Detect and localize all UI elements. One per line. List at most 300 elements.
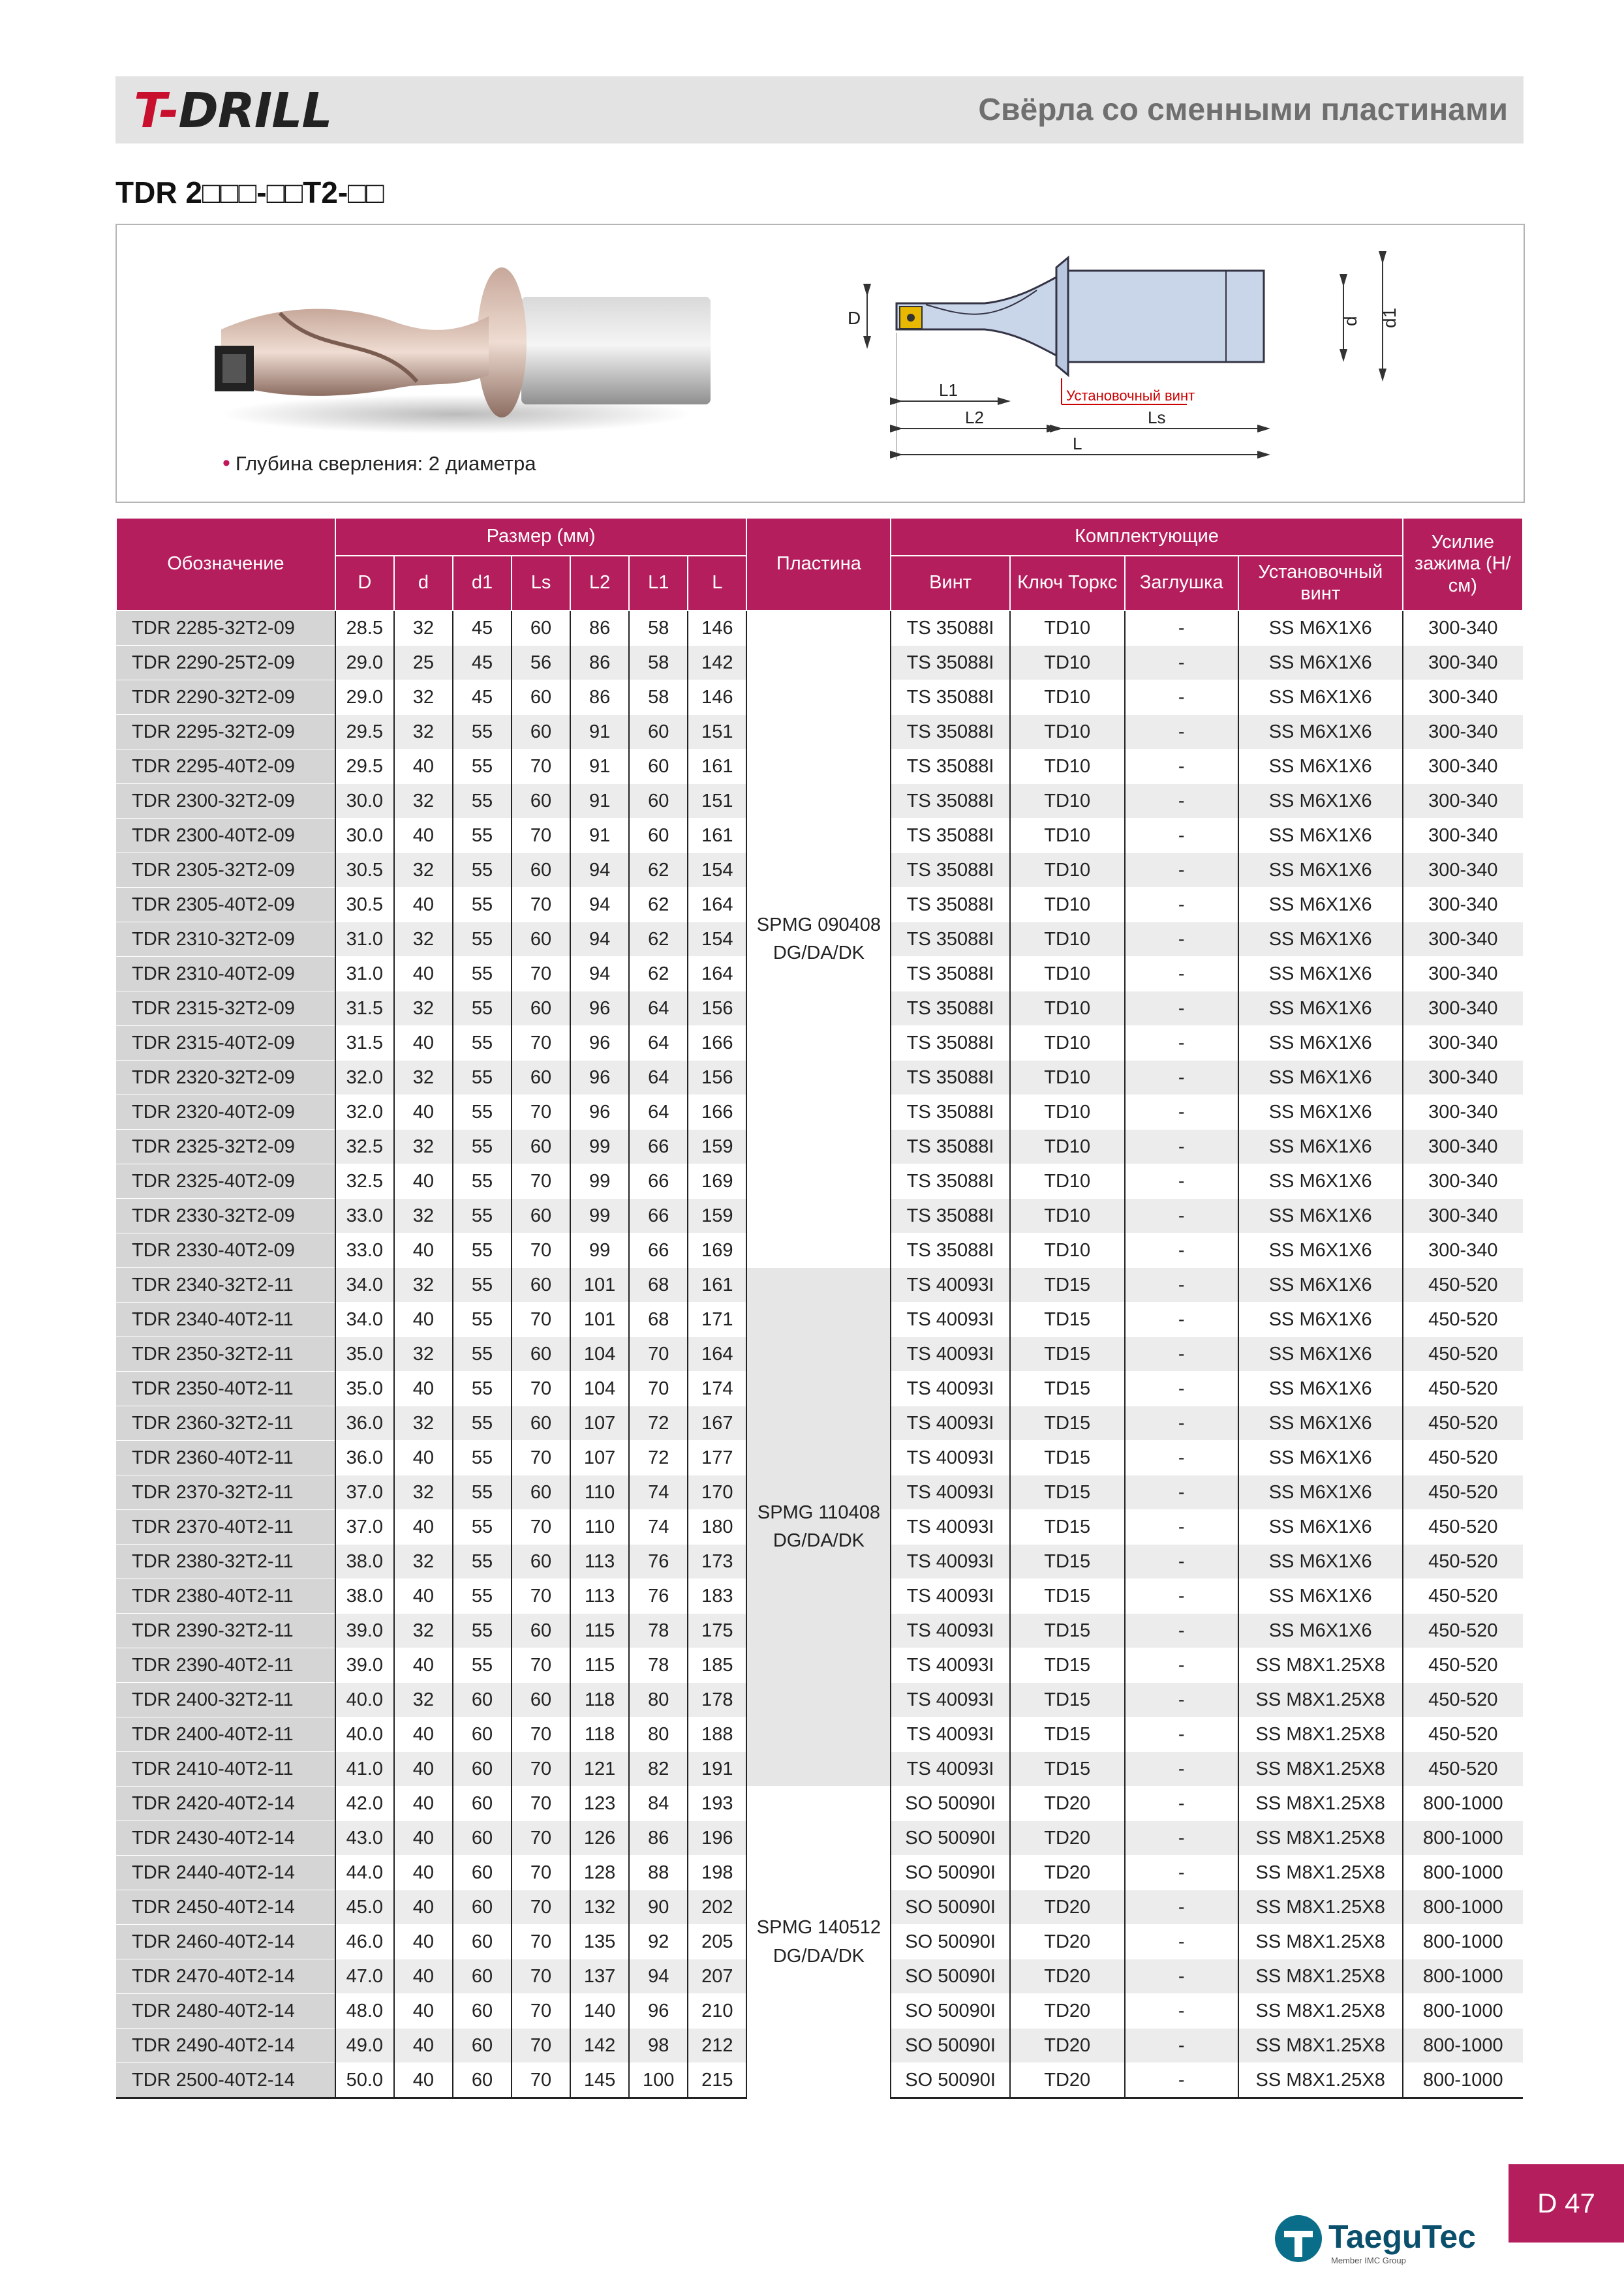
designation-cell: TDR 2305-40T2-09 bbox=[116, 888, 335, 922]
table-cell: 32 bbox=[394, 1683, 453, 1717]
table-cell: 118 bbox=[570, 1683, 629, 1717]
table-cell: 32 bbox=[394, 1614, 453, 1648]
technical-drawing bbox=[821, 251, 1487, 473]
table-cell: TD10 bbox=[1010, 784, 1125, 819]
table-cell: 450-520 bbox=[1403, 1268, 1523, 1303]
table-cell: 99 bbox=[570, 1164, 629, 1199]
table-cell: - bbox=[1125, 888, 1238, 922]
table-cell: - bbox=[1125, 1856, 1238, 1890]
table-cell: TS 40093I bbox=[891, 1303, 1009, 1337]
spec-table bbox=[115, 517, 1524, 2099]
table-cell: 156 bbox=[688, 991, 746, 1026]
table-cell: 40 bbox=[394, 1648, 453, 1683]
table-cell: TD20 bbox=[1010, 2063, 1125, 2098]
footer-brand: TaeguTec bbox=[1328, 2218, 1476, 2255]
table-cell: - bbox=[1125, 1199, 1238, 1233]
table-cell: - bbox=[1125, 1130, 1238, 1164]
table-cell: TD10 bbox=[1010, 715, 1125, 749]
table-cell: 300-340 bbox=[1403, 1199, 1523, 1233]
table-row bbox=[116, 1787, 1523, 1821]
table-cell: - bbox=[1125, 2063, 1238, 2098]
table-cell: 110 bbox=[570, 1510, 629, 1545]
table-cell: SS M6X1X6 bbox=[1238, 1164, 1403, 1199]
table-cell: 66 bbox=[629, 1233, 688, 1268]
table-cell: 94 bbox=[570, 922, 629, 957]
table-cell: 32 bbox=[394, 1545, 453, 1579]
table-cell: TD20 bbox=[1010, 1925, 1125, 1959]
table-cell: 32.0 bbox=[335, 1095, 394, 1130]
table-cell: 80 bbox=[629, 1683, 688, 1717]
designation-cell: TDR 2360-40T2-11 bbox=[116, 1441, 335, 1475]
table-cell: 140 bbox=[570, 1994, 629, 2029]
table-cell: 64 bbox=[629, 991, 688, 1026]
table-cell: 60 bbox=[453, 1717, 512, 1752]
table-cell: - bbox=[1125, 1164, 1238, 1199]
table-cell: 40 bbox=[394, 1095, 453, 1130]
model-title: TDR 2□□□-□□T2-□□ bbox=[115, 175, 384, 209]
table-cell: SS M6X1X6 bbox=[1238, 680, 1403, 715]
table-cell: 169 bbox=[688, 1233, 746, 1268]
table-cell: 300-340 bbox=[1403, 1026, 1523, 1061]
table-cell: 60 bbox=[512, 715, 570, 749]
table-cell: 450-520 bbox=[1403, 1752, 1523, 1787]
col-L1: L1 bbox=[629, 556, 688, 611]
table-cell: TD15 bbox=[1010, 1614, 1125, 1648]
table-cell: SS M6X1X6 bbox=[1238, 715, 1403, 749]
table-cell: 113 bbox=[570, 1545, 629, 1579]
table-cell: 45 bbox=[453, 680, 512, 715]
table-cell: - bbox=[1125, 1614, 1238, 1648]
table-cell: - bbox=[1125, 1579, 1238, 1614]
table-cell: 39.0 bbox=[335, 1614, 394, 1648]
table-cell: 40.0 bbox=[335, 1683, 394, 1717]
table-cell: SS M6X1X6 bbox=[1238, 819, 1403, 853]
table-cell: - bbox=[1125, 1994, 1238, 2029]
table-cell: - bbox=[1125, 1959, 1238, 1994]
table-cell: 60 bbox=[453, 1994, 512, 2029]
table-cell: 58 bbox=[629, 680, 688, 715]
table-cell: 300-340 bbox=[1403, 991, 1523, 1026]
table-cell: TS 35088I bbox=[891, 957, 1009, 991]
table-cell: 72 bbox=[629, 1406, 688, 1441]
col-torx: Ключ Торкс bbox=[1010, 556, 1125, 611]
table-cell: 46.0 bbox=[335, 1925, 394, 1959]
table-cell: TS 35088I bbox=[891, 853, 1009, 888]
table-cell: 202 bbox=[688, 1890, 746, 1925]
table-cell: SS M8X1.25X8 bbox=[1238, 1787, 1403, 1821]
col-set-screw: Установочный винт bbox=[1238, 556, 1403, 611]
table-cell: 31.0 bbox=[335, 922, 394, 957]
table-cell: 60 bbox=[453, 1890, 512, 1925]
table-cell: 173 bbox=[688, 1545, 746, 1579]
table-cell: 55 bbox=[453, 1614, 512, 1648]
table-cell: 68 bbox=[629, 1303, 688, 1337]
table-cell: 30.5 bbox=[335, 888, 394, 922]
designation-cell: TDR 2285-32T2-09 bbox=[116, 611, 335, 646]
table-cell: 60 bbox=[512, 991, 570, 1026]
table-cell: 25 bbox=[394, 646, 453, 680]
table-cell: 64 bbox=[629, 1061, 688, 1095]
designation-cell: TDR 2300-32T2-09 bbox=[116, 784, 335, 819]
table-cell: 60 bbox=[512, 1130, 570, 1164]
table-cell: 40 bbox=[394, 1303, 453, 1337]
table-cell: 101 bbox=[570, 1303, 629, 1337]
table-cell: 300-340 bbox=[1403, 1233, 1523, 1268]
table-cell: 110 bbox=[570, 1475, 629, 1510]
table-cell: - bbox=[1125, 1233, 1238, 1268]
table-cell: 800-1000 bbox=[1403, 1890, 1523, 1925]
table-cell: 40.0 bbox=[335, 1717, 394, 1752]
table-cell: 55 bbox=[453, 1372, 512, 1406]
col-group-parts: Комплектующие bbox=[891, 518, 1402, 556]
table-cell: 68 bbox=[629, 1268, 688, 1303]
table-cell: 123 bbox=[570, 1787, 629, 1821]
table-cell: 450-520 bbox=[1403, 1545, 1523, 1579]
footer-brand-sub: Member IMC Group bbox=[1331, 2256, 1406, 2265]
table-cell: 450-520 bbox=[1403, 1614, 1523, 1648]
table-cell: SS M8X1.25X8 bbox=[1238, 1717, 1403, 1752]
table-cell: 207 bbox=[688, 1959, 746, 1994]
designation-cell: TDR 2340-32T2-11 bbox=[116, 1268, 335, 1303]
table-cell: 60 bbox=[512, 1268, 570, 1303]
designation-cell: TDR 2310-40T2-09 bbox=[116, 957, 335, 991]
table-cell: 84 bbox=[629, 1787, 688, 1821]
table-cell: 450-520 bbox=[1403, 1648, 1523, 1683]
table-cell: 60 bbox=[453, 1752, 512, 1787]
table-cell: 145 bbox=[570, 2063, 629, 2098]
table-cell: TS 35088I bbox=[891, 1061, 1009, 1095]
table-cell: SO 50090I bbox=[891, 1787, 1009, 1821]
table-cell: TD10 bbox=[1010, 680, 1125, 715]
table-cell: 55 bbox=[453, 1095, 512, 1130]
table-cell: TD20 bbox=[1010, 1959, 1125, 1994]
designation-cell: TDR 2305-32T2-09 bbox=[116, 853, 335, 888]
designation-cell: TDR 2340-40T2-11 bbox=[116, 1303, 335, 1337]
table-cell: TS 40093I bbox=[891, 1683, 1009, 1717]
table-cell: 62 bbox=[629, 957, 688, 991]
table-cell: 55 bbox=[453, 1164, 512, 1199]
table-cell: 450-520 bbox=[1403, 1579, 1523, 1614]
table-cell: 104 bbox=[570, 1337, 629, 1372]
table-cell: 101 bbox=[570, 1268, 629, 1303]
table-cell: 29.0 bbox=[335, 680, 394, 715]
table-cell: 40 bbox=[394, 1372, 453, 1406]
col-force: Усилие зажима (Н/см) bbox=[1403, 518, 1523, 611]
designation-cell: TDR 2400-32T2-11 bbox=[116, 1683, 335, 1717]
table-cell: 42.0 bbox=[335, 1787, 394, 1821]
table-cell: 450-520 bbox=[1403, 1475, 1523, 1510]
table-cell: TD10 bbox=[1010, 749, 1125, 784]
table-cell: 31.5 bbox=[335, 991, 394, 1026]
table-cell: 70 bbox=[512, 1752, 570, 1787]
table-cell: 91 bbox=[570, 819, 629, 853]
table-cell: 55 bbox=[453, 922, 512, 957]
table-cell: 164 bbox=[688, 888, 746, 922]
table-cell: 154 bbox=[688, 853, 746, 888]
dim-label-L1: L1 bbox=[939, 380, 958, 400]
table-cell: TD15 bbox=[1010, 1475, 1125, 1510]
designation-cell: TDR 2430-40T2-14 bbox=[116, 1821, 335, 1856]
table-cell: 58 bbox=[629, 646, 688, 680]
table-cell: - bbox=[1125, 1475, 1238, 1510]
table-cell: 32 bbox=[394, 1130, 453, 1164]
table-cell: 170 bbox=[688, 1475, 746, 1510]
table-cell: 300-340 bbox=[1403, 680, 1523, 715]
table-cell: SS M6X1X6 bbox=[1238, 957, 1403, 991]
table-cell: 96 bbox=[629, 1994, 688, 2029]
table-cell: 800-1000 bbox=[1403, 2063, 1523, 2098]
table-cell: 55 bbox=[453, 1406, 512, 1441]
table-cell: 70 bbox=[512, 1510, 570, 1545]
table-cell: TS 40093I bbox=[891, 1510, 1009, 1545]
table-cell: 32 bbox=[394, 1475, 453, 1510]
table-cell: 159 bbox=[688, 1130, 746, 1164]
table-cell: 60 bbox=[512, 1683, 570, 1717]
table-cell: 30.0 bbox=[335, 784, 394, 819]
designation-cell: TDR 2490-40T2-14 bbox=[116, 2029, 335, 2063]
table-cell: 55 bbox=[453, 1303, 512, 1337]
table-cell: 99 bbox=[570, 1199, 629, 1233]
table-cell: 60 bbox=[453, 1925, 512, 1959]
table-cell: 113 bbox=[570, 1579, 629, 1614]
col-plug: Заглушка bbox=[1125, 556, 1238, 611]
designation-cell: TDR 2400-40T2-11 bbox=[116, 1717, 335, 1752]
table-cell: 188 bbox=[688, 1717, 746, 1752]
table-cell: SO 50090I bbox=[891, 1959, 1009, 1994]
designation-cell: TDR 2320-32T2-09 bbox=[116, 1061, 335, 1095]
table-cell: 76 bbox=[629, 1579, 688, 1614]
table-cell: SS M6X1X6 bbox=[1238, 1337, 1403, 1372]
table-cell: 91 bbox=[570, 784, 629, 819]
table-cell: TD10 bbox=[1010, 922, 1125, 957]
table-cell: TD10 bbox=[1010, 819, 1125, 853]
table-cell: TD10 bbox=[1010, 1061, 1125, 1095]
table-cell: 60 bbox=[512, 784, 570, 819]
table-cell: 800-1000 bbox=[1403, 1821, 1523, 1856]
table-cell: SS M6X1X6 bbox=[1238, 1061, 1403, 1095]
table-cell: 196 bbox=[688, 1821, 746, 1856]
table-cell: - bbox=[1125, 715, 1238, 749]
table-cell: TS 35088I bbox=[891, 1164, 1009, 1199]
table-cell: SS M6X1X6 bbox=[1238, 1441, 1403, 1475]
table-cell: 74 bbox=[629, 1475, 688, 1510]
col-D: D bbox=[335, 556, 394, 611]
table-cell: 70 bbox=[512, 1372, 570, 1406]
table-cell: - bbox=[1125, 1752, 1238, 1787]
table-cell: TS 35088I bbox=[891, 715, 1009, 749]
table-cell: SS M6X1X6 bbox=[1238, 991, 1403, 1026]
table-cell: 183 bbox=[688, 1579, 746, 1614]
table-cell: 107 bbox=[570, 1406, 629, 1441]
table-cell: - bbox=[1125, 611, 1238, 646]
table-cell: 118 bbox=[570, 1717, 629, 1752]
table-cell: 37.0 bbox=[335, 1475, 394, 1510]
table-cell: 174 bbox=[688, 1372, 746, 1406]
table-cell: - bbox=[1125, 1268, 1238, 1303]
table-cell: 94 bbox=[570, 888, 629, 922]
table-cell: TS 35088I bbox=[891, 1199, 1009, 1233]
table-cell: SS M6X1X6 bbox=[1238, 888, 1403, 922]
table-cell: 78 bbox=[629, 1614, 688, 1648]
table-cell: TS 40093I bbox=[891, 1268, 1009, 1303]
table-cell: 32 bbox=[394, 1061, 453, 1095]
table-cell: 35.0 bbox=[335, 1337, 394, 1372]
designation-cell: TDR 2440-40T2-14 bbox=[116, 1856, 335, 1890]
table-cell: 198 bbox=[688, 1856, 746, 1890]
table-cell: 800-1000 bbox=[1403, 1787, 1523, 1821]
designation-cell: TDR 2350-40T2-11 bbox=[116, 1372, 335, 1406]
col-designation: Обозначение bbox=[116, 518, 335, 611]
table-cell: SS M8X1.25X8 bbox=[1238, 1959, 1403, 1994]
table-cell: 191 bbox=[688, 1752, 746, 1787]
table-cell: - bbox=[1125, 1406, 1238, 1441]
table-cell: - bbox=[1125, 1545, 1238, 1579]
table-cell: 32 bbox=[394, 715, 453, 749]
table-cell: 115 bbox=[570, 1648, 629, 1683]
table-cell: 55 bbox=[453, 991, 512, 1026]
table-cell: 300-340 bbox=[1403, 1095, 1523, 1130]
table-cell: 82 bbox=[629, 1752, 688, 1787]
designation-cell: TDR 2370-32T2-11 bbox=[116, 1475, 335, 1510]
table-cell: 450-520 bbox=[1403, 1337, 1523, 1372]
table-cell: 171 bbox=[688, 1303, 746, 1337]
table-cell: 43.0 bbox=[335, 1821, 394, 1856]
table-cell: 135 bbox=[570, 1925, 629, 1959]
table-cell: 58 bbox=[629, 611, 688, 646]
table-cell: 159 bbox=[688, 1199, 746, 1233]
table-cell: SS M8X1.25X8 bbox=[1238, 1752, 1403, 1787]
table-cell: 800-1000 bbox=[1403, 1856, 1523, 1890]
col-screw: Винт bbox=[891, 556, 1009, 611]
table-cell: TD15 bbox=[1010, 1752, 1125, 1787]
table-cell: 55 bbox=[453, 1233, 512, 1268]
table-cell: 99 bbox=[570, 1130, 629, 1164]
table-cell: 70 bbox=[512, 1856, 570, 1890]
table-cell: 300-340 bbox=[1403, 715, 1523, 749]
table-cell: 121 bbox=[570, 1752, 629, 1787]
table-cell: 70 bbox=[512, 1925, 570, 1959]
table-cell: 49.0 bbox=[335, 2029, 394, 2063]
table-cell: 146 bbox=[688, 611, 746, 646]
table-cell: 60 bbox=[512, 1337, 570, 1372]
table-cell: 800-1000 bbox=[1403, 1994, 1523, 2029]
table-cell: 169 bbox=[688, 1164, 746, 1199]
table-cell: SO 50090I bbox=[891, 2029, 1009, 2063]
table-cell: 800-1000 bbox=[1403, 1959, 1523, 1994]
table-cell: 88 bbox=[629, 1856, 688, 1890]
table-cell: 60 bbox=[453, 1959, 512, 1994]
table-cell: 70 bbox=[512, 1441, 570, 1475]
dim-label-Ls: Ls bbox=[1148, 408, 1166, 427]
designation-cell: TDR 2500-40T2-14 bbox=[116, 2063, 335, 2098]
table-cell: 94 bbox=[570, 853, 629, 888]
designation-cell: TDR 2290-25T2-09 bbox=[116, 646, 335, 680]
table-cell: TS 35088I bbox=[891, 819, 1009, 853]
table-cell: 166 bbox=[688, 1026, 746, 1061]
table-cell: 80 bbox=[629, 1717, 688, 1752]
table-cell: SS M6X1X6 bbox=[1238, 1372, 1403, 1406]
designation-cell: TDR 2360-32T2-11 bbox=[116, 1406, 335, 1441]
table-cell: 178 bbox=[688, 1683, 746, 1717]
table-cell: 55 bbox=[453, 1441, 512, 1475]
table-cell: 96 bbox=[570, 1095, 629, 1130]
table-cell: 300-340 bbox=[1403, 853, 1523, 888]
table-cell: TD15 bbox=[1010, 1303, 1125, 1337]
table-cell: 70 bbox=[512, 1959, 570, 1994]
table-cell: TD20 bbox=[1010, 1787, 1125, 1821]
table-cell: 177 bbox=[688, 1441, 746, 1475]
table-cell: 32.0 bbox=[335, 1061, 394, 1095]
table-cell: - bbox=[1125, 1337, 1238, 1372]
table-cell: 800-1000 bbox=[1403, 1925, 1523, 1959]
table-cell: SS M6X1X6 bbox=[1238, 853, 1403, 888]
table-cell: 70 bbox=[512, 749, 570, 784]
table-cell: 90 bbox=[629, 1890, 688, 1925]
table-cell: 450-520 bbox=[1403, 1683, 1523, 1717]
table-cell: 55 bbox=[453, 888, 512, 922]
table-cell: SS M8X1.25X8 bbox=[1238, 1925, 1403, 1959]
table-cell: 205 bbox=[688, 1925, 746, 1959]
table-cell: - bbox=[1125, 819, 1238, 853]
table-cell: 38.0 bbox=[335, 1545, 394, 1579]
table-cell: 31.5 bbox=[335, 1026, 394, 1061]
table-cell: SS M8X1.25X8 bbox=[1238, 1890, 1403, 1925]
set-screw-callout: Установочный винт bbox=[1066, 387, 1195, 404]
table-cell: 37.0 bbox=[335, 1510, 394, 1545]
table-cell: 166 bbox=[688, 1095, 746, 1130]
table-cell: 86 bbox=[570, 680, 629, 715]
product-image-frame bbox=[115, 224, 1525, 503]
table-cell: 55 bbox=[453, 1579, 512, 1614]
table-cell: TS 35088I bbox=[891, 611, 1009, 646]
table-cell: 92 bbox=[629, 1925, 688, 1959]
table-cell: 66 bbox=[629, 1130, 688, 1164]
table-cell: 94 bbox=[570, 957, 629, 991]
table-cell: SS M6X1X6 bbox=[1238, 1268, 1403, 1303]
table-cell: SS M8X1.25X8 bbox=[1238, 2029, 1403, 2063]
table-cell: 55 bbox=[453, 1545, 512, 1579]
designation-cell: TDR 2410-40T2-11 bbox=[116, 1752, 335, 1787]
table-cell: 40 bbox=[394, 1787, 453, 1821]
table-cell: 164 bbox=[688, 1337, 746, 1372]
table-cell: 40 bbox=[394, 1821, 453, 1856]
designation-cell: TDR 2325-40T2-09 bbox=[116, 1164, 335, 1199]
table-cell: SS M6X1X6 bbox=[1238, 922, 1403, 957]
table-cell: 40 bbox=[394, 1579, 453, 1614]
table-cell: 94 bbox=[629, 1959, 688, 1994]
insert-cell: SPMG 140512 DG/DA/DK bbox=[746, 1787, 891, 2098]
table-cell: 30.0 bbox=[335, 819, 394, 853]
table-cell: 115 bbox=[570, 1614, 629, 1648]
table-cell: TD10 bbox=[1010, 1095, 1125, 1130]
table-cell: 32 bbox=[394, 680, 453, 715]
designation-cell: TDR 2330-40T2-09 bbox=[116, 1233, 335, 1268]
table-cell: TS 40093I bbox=[891, 1614, 1009, 1648]
table-cell: 70 bbox=[512, 1890, 570, 1925]
table-cell: 151 bbox=[688, 715, 746, 749]
table-cell: 60 bbox=[629, 715, 688, 749]
table-cell: - bbox=[1125, 1303, 1238, 1337]
table-cell: 70 bbox=[512, 1821, 570, 1856]
table-cell: 300-340 bbox=[1403, 819, 1523, 853]
table-cell: 167 bbox=[688, 1406, 746, 1441]
designation-cell: TDR 2470-40T2-14 bbox=[116, 1959, 335, 1994]
table-cell: 60 bbox=[453, 2063, 512, 2098]
table-cell: 70 bbox=[512, 2063, 570, 2098]
table-cell: 151 bbox=[688, 784, 746, 819]
table-cell: 62 bbox=[629, 853, 688, 888]
table-cell: TS 40093I bbox=[891, 1337, 1009, 1372]
